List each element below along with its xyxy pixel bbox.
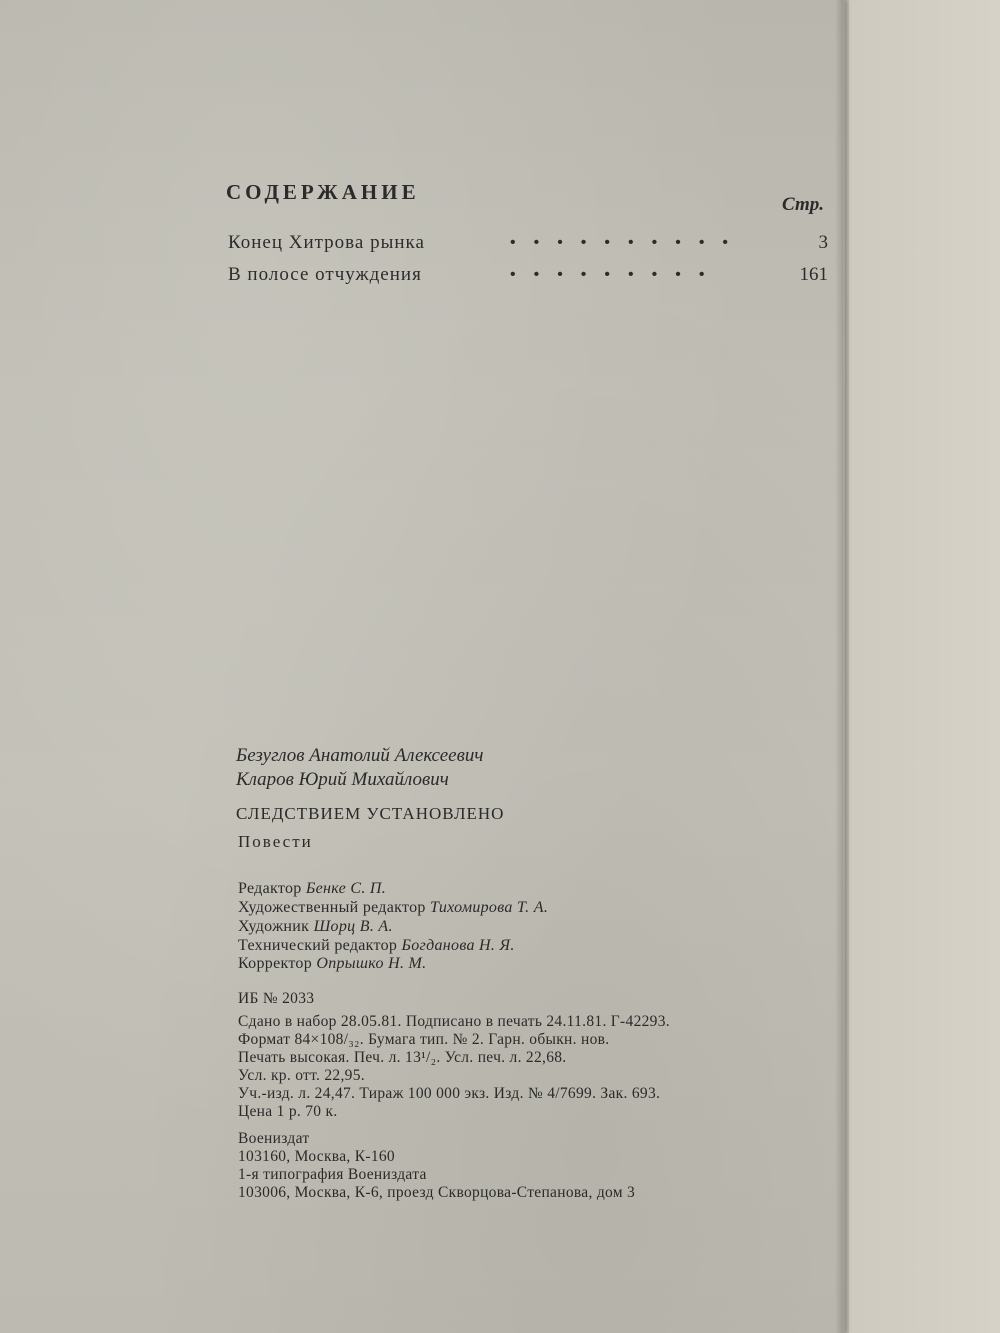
- print-detail-line: Цена 1 р. 70 к.: [238, 1103, 338, 1120]
- credit-name: Тихомирова Т. А.: [430, 899, 549, 916]
- contents-item-page: 3: [818, 232, 828, 253]
- credit-name: Шорц В. А.: [313, 918, 393, 935]
- contents-item-title: Конец Хитрова рынка: [228, 232, 425, 253]
- print-detail-line: Сдано в набор 28.05.81. Подписано в печать 24.11.81. Г-42293.: [238, 1013, 670, 1030]
- author-name: Кларов Юрий Михайлович: [236, 769, 449, 790]
- credit-line: [238, 955, 426, 973]
- publisher-line: 103006, Москва, К-6, проезд Скворцова-Степанова, дом 3: [238, 1184, 636, 1201]
- page-edge-shadow: [835, 0, 849, 1333]
- ib-number: ИБ № 2033: [238, 990, 315, 1007]
- book-title: СЛЕДСТВИЕМ УСТАНОВЛЕНО: [236, 804, 505, 823]
- book-genre: Повести: [238, 832, 313, 851]
- credit-name: Опрышко Н. М.: [316, 955, 427, 972]
- credit-role: Редактор: [238, 880, 302, 897]
- publisher-line: 1-я типография Воениздата: [238, 1166, 427, 1183]
- publisher-line: 103160, Москва, К-160: [238, 1148, 395, 1165]
- author-name: Безуглов Анатолий Алексеевич: [236, 745, 484, 766]
- contents-item-title: В полосе отчуждения: [228, 264, 422, 285]
- contents-item: [228, 264, 828, 294]
- print-detail-line: Формат 84×108/₃₂. Бумага тип. № 2. Гарн. обыкн. нов.: [238, 1031, 610, 1048]
- publisher-line: Воениздат: [238, 1130, 310, 1147]
- credit-line: [238, 918, 393, 936]
- credit-name: Бенке С. П.: [305, 880, 387, 897]
- credit-line: [238, 899, 548, 917]
- print-detail-line: Печать высокая. Печ. л. 13¹/₂. Усл. печ. л. 22,68.: [238, 1049, 567, 1066]
- credit-line: [238, 937, 515, 955]
- credit-role: Художник: [238, 918, 310, 935]
- dot-leader: •••••••••: [508, 266, 721, 284]
- print-detail-line: Усл. кр. отт. 22,95.: [238, 1067, 365, 1084]
- credit-role: Технический редактор: [238, 937, 398, 954]
- contents-item: [228, 232, 828, 262]
- dot-leader: ••••••••••: [508, 234, 745, 252]
- credit-role: Корректор: [238, 955, 313, 972]
- credit-line: [238, 880, 386, 898]
- page-column-label: Стр.: [782, 194, 824, 215]
- credit-role: Художественный редактор: [238, 899, 426, 916]
- credit-name: Богданова Н. Я.: [401, 937, 515, 954]
- print-detail-line: Уч.-изд. л. 24,47. Тираж 100 000 экз. Изд. № 4/7699. Зак. 693.: [238, 1085, 661, 1102]
- contents-heading: СОДЕРЖАНИЕ: [226, 180, 420, 204]
- contents-item-page: 161: [799, 264, 828, 285]
